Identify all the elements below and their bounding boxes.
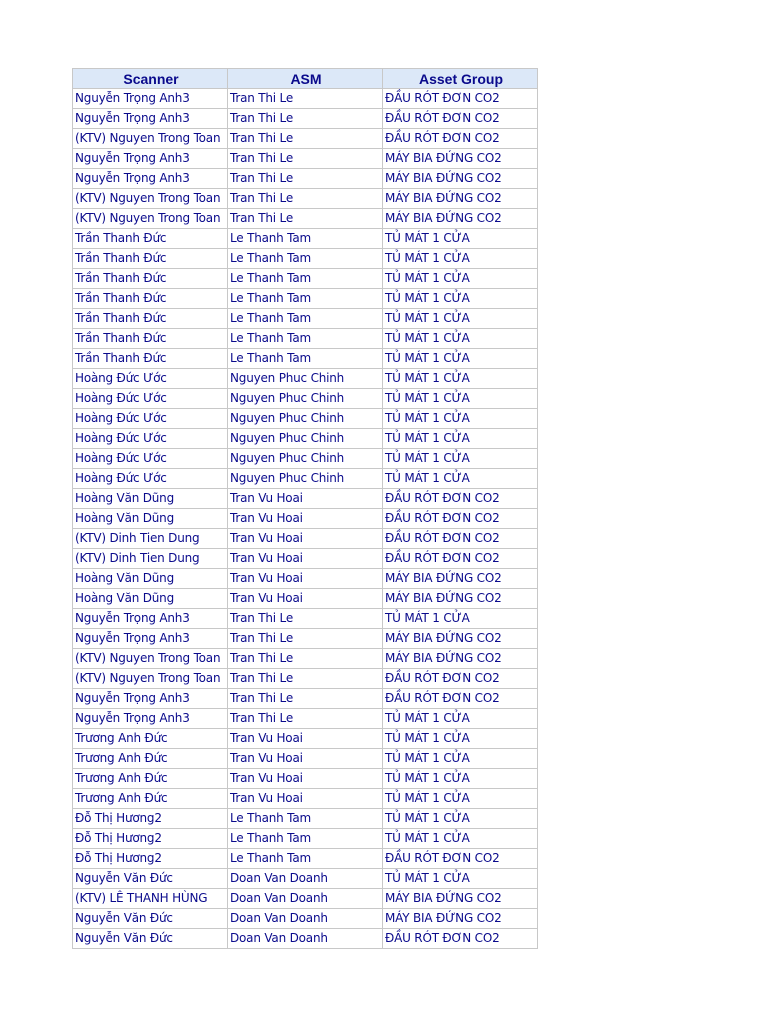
asm-cell: Le Thanh Tam [228,289,383,309]
scanner-cell: Trần Thanh Đức [73,289,228,309]
asset-group-cell: MÁY BIA ĐỨNG CO2 [383,209,538,229]
table-row [73,469,538,489]
asm-cell: Le Thanh Tam [228,809,383,829]
asm-cell: Tran Vu Hoai [228,589,383,609]
asset-group-cell: ĐẦU RÓT ĐƠN CO2 [383,929,538,949]
asset-group-cell: TỦ MÁT 1 CỬA [383,349,538,369]
table-row [73,369,538,389]
scanner-cell: Nguyễn Trọng Anh3 [73,629,228,649]
asset-group-cell: ĐẦU RÓT ĐƠN CO2 [383,849,538,869]
asm-cell: Le Thanh Tam [228,249,383,269]
asm-cell: Le Thanh Tam [228,309,383,329]
scanner-cell: Trương Anh Đức [73,729,228,749]
table-row [73,789,538,809]
asm-cell: Tran Vu Hoai [228,789,383,809]
table-row [73,209,538,229]
scanner-cell: Trần Thanh Đức [73,249,228,269]
table-row [73,249,538,269]
table-row [73,629,538,649]
asset-group-cell: TỦ MÁT 1 CỬA [383,409,538,429]
asm-cell: Tran Vu Hoai [228,549,383,569]
table-header-row [73,69,538,89]
asm-cell: Doan Van Doanh [228,889,383,909]
table-row [73,689,538,709]
scanner-cell: Đỗ Thị Hương2 [73,849,228,869]
scanner-cell: Trương Anh Đức [73,749,228,769]
asm-cell: Tran Thi Le [228,209,383,229]
table-row [73,229,538,249]
asm-cell: Tran Thi Le [228,669,383,689]
asm-cell: Le Thanh Tam [228,349,383,369]
asm-cell: Doan Van Doanh [228,869,383,889]
table-row [73,129,538,149]
scanner-cell: Trương Anh Đức [73,789,228,809]
table-row [73,449,538,469]
asm-cell: Tran Vu Hoai [228,509,383,529]
scanner-cell: (KTV) Nguyen Trong Toan [73,129,228,149]
table-body [73,89,538,949]
scanner-cell: Nguyễn Trọng Anh3 [73,149,228,169]
asm-cell: Tran Thi Le [228,89,383,109]
asm-cell: Tran Vu Hoai [228,729,383,749]
scanner-cell: Hoàng Đức Ước [73,369,228,389]
scanner-cell: Trần Thanh Đức [73,329,228,349]
asset-table [72,68,538,949]
scanner-cell: Nguyễn Văn Đức [73,909,228,929]
asm-cell: Tran Thi Le [228,149,383,169]
asset-group-cell: TỦ MÁT 1 CỬA [383,329,538,349]
table-row [73,929,538,949]
table-row [73,269,538,289]
table-row [73,109,538,129]
asm-cell: Tran Thi Le [228,609,383,629]
asset-group-cell: MÁY BIA ĐỨNG CO2 [383,569,538,589]
table-row [73,489,538,509]
table-row [73,429,538,449]
scanner-cell: Đỗ Thị Hương2 [73,829,228,849]
table-row [73,709,538,729]
asset-group-cell: ĐẦU RÓT ĐƠN CO2 [383,489,538,509]
table-row [73,89,538,109]
table-row [73,769,538,789]
asset-group-cell: TỦ MÁT 1 CỬA [383,429,538,449]
scanner-cell: Hoàng Văn Dũng [73,509,228,529]
scanner-cell: (KTV) Dinh Tien Dung [73,549,228,569]
asm-cell: Tran Thi Le [228,649,383,669]
asset-group-cell: TỦ MÁT 1 CỬA [383,289,538,309]
asm-cell: Tran Vu Hoai [228,749,383,769]
scanner-cell: Hoàng Đức Ước [73,389,228,409]
asm-cell: Le Thanh Tam [228,849,383,869]
scanner-cell: (KTV) Nguyen Trong Toan [73,669,228,689]
scanner-cell: Trần Thanh Đức [73,269,228,289]
scanner-cell: Trần Thanh Đức [73,309,228,329]
asm-cell: Le Thanh Tam [228,229,383,249]
asset-group-cell: MÁY BIA ĐỨNG CO2 [383,909,538,929]
table-row [73,509,538,529]
asset-group-cell: TỦ MÁT 1 CỬA [383,709,538,729]
table-row [73,869,538,889]
asset-group-cell: MÁY BIA ĐỨNG CO2 [383,649,538,669]
asset-group-cell: MÁY BIA ĐỨNG CO2 [383,589,538,609]
scanner-cell: Hoàng Văn Dũng [73,589,228,609]
asset-group-cell: TỦ MÁT 1 CỬA [383,789,538,809]
column-header-asm: ASM [228,69,383,89]
asset-group-cell: ĐẦU RÓT ĐƠN CO2 [383,549,538,569]
asm-cell: Nguyen Phuc Chinh [228,429,383,449]
table-row [73,329,538,349]
scanner-cell: Hoàng Văn Dũng [73,569,228,589]
scanner-cell: Nguyễn Trọng Anh3 [73,689,228,709]
asset-group-cell: TỦ MÁT 1 CỬA [383,449,538,469]
table-row [73,669,538,689]
table-row [73,389,538,409]
scanner-cell: (KTV) LÊ THANH HÙNG [73,889,228,909]
asm-cell: Nguyen Phuc Chinh [228,369,383,389]
table-row [73,589,538,609]
asset-group-cell: ĐẦU RÓT ĐƠN CO2 [383,669,538,689]
asset-group-cell: MÁY BIA ĐỨNG CO2 [383,149,538,169]
asm-cell: Tran Vu Hoai [228,529,383,549]
scanner-cell: (KTV) Dinh Tien Dung [73,529,228,549]
table-row [73,149,538,169]
asm-cell: Tran Thi Le [228,689,383,709]
asset-group-cell: MÁY BIA ĐỨNG CO2 [383,629,538,649]
table-row [73,409,538,429]
asset-group-cell: TỦ MÁT 1 CỬA [383,389,538,409]
asset-group-cell: ĐẦU RÓT ĐƠN CO2 [383,529,538,549]
asset-group-cell: TỦ MÁT 1 CỬA [383,469,538,489]
asset-group-cell: ĐẦU RÓT ĐƠN CO2 [383,689,538,709]
asset-group-cell: MÁY BIA ĐỨNG CO2 [383,189,538,209]
scanner-cell: Hoàng Đức Ước [73,449,228,469]
asm-cell: Doan Van Doanh [228,909,383,929]
table-row [73,569,538,589]
scanner-cell: Hoàng Đức Ước [73,429,228,449]
asm-cell: Nguyen Phuc Chinh [228,449,383,469]
asm-cell: Le Thanh Tam [228,269,383,289]
asm-cell: Nguyen Phuc Chinh [228,409,383,429]
asset-group-cell: ĐẦU RÓT ĐƠN CO2 [383,129,538,149]
asset-group-cell: TỦ MÁT 1 CỬA [383,809,538,829]
table-row [73,349,538,369]
asm-cell: Le Thanh Tam [228,829,383,849]
table-row [73,849,538,869]
asset-group-cell: ĐẦU RÓT ĐƠN CO2 [383,109,538,129]
table-row [73,169,538,189]
table-row [73,809,538,829]
asm-cell: Tran Vu Hoai [228,769,383,789]
asset-group-cell: MÁY BIA ĐỨNG CO2 [383,169,538,189]
scanner-cell: (KTV) Nguyen Trong Toan [73,189,228,209]
scanner-cell: Nguyễn Trọng Anh3 [73,109,228,129]
table-row [73,889,538,909]
scanner-cell: (KTV) Nguyen Trong Toan [73,209,228,229]
asset-group-cell: TỦ MÁT 1 CỬA [383,309,538,329]
table-row [73,609,538,629]
asm-cell: Tran Thi Le [228,709,383,729]
asset-group-cell: TỦ MÁT 1 CỬA [383,229,538,249]
table-row [73,529,538,549]
asm-cell: Nguyen Phuc Chinh [228,389,383,409]
asm-cell: Tran Thi Le [228,629,383,649]
scanner-cell: Hoàng Văn Dũng [73,489,228,509]
scanner-cell: Nguyễn Trọng Anh3 [73,89,228,109]
table-row [73,549,538,569]
asset-group-cell: ĐẦU RÓT ĐƠN CO2 [383,89,538,109]
asset-group-cell: TỦ MÁT 1 CỬA [383,769,538,789]
asset-group-cell: TỦ MÁT 1 CỬA [383,869,538,889]
scanner-cell: Trần Thanh Đức [73,229,228,249]
asm-cell: Tran Thi Le [228,169,383,189]
asset-group-cell: TỦ MÁT 1 CỬA [383,829,538,849]
asm-cell: Tran Thi Le [228,129,383,149]
scanner-cell: Hoàng Đức Ước [73,469,228,489]
table-row [73,909,538,929]
asset-group-cell: TỦ MÁT 1 CỬA [383,269,538,289]
asm-cell: Tran Vu Hoai [228,569,383,589]
asset-group-cell: TỦ MÁT 1 CỬA [383,609,538,629]
asset-group-cell: MÁY BIA ĐỨNG CO2 [383,889,538,909]
table-row [73,729,538,749]
scanner-cell: Nguyễn Trọng Anh3 [73,169,228,189]
asset-group-cell: TỦ MÁT 1 CỬA [383,729,538,749]
scanner-cell: Trần Thanh Đức [73,349,228,369]
table-row [73,289,538,309]
asset-group-cell: TỦ MÁT 1 CỬA [383,749,538,769]
asset-group-cell: TỦ MÁT 1 CỬA [383,249,538,269]
asm-cell: Doan Van Doanh [228,929,383,949]
table-row [73,189,538,209]
scanner-cell: Nguyễn Trọng Anh3 [73,709,228,729]
asm-cell: Tran Thi Le [228,189,383,209]
column-header-scanner: Scanner [73,69,228,89]
scanner-cell: Đỗ Thị Hương2 [73,809,228,829]
column-header-asset-group: Asset Group [383,69,538,89]
asm-cell: Tran Vu Hoai [228,489,383,509]
asm-cell: Tran Thi Le [228,109,383,129]
table-row [73,749,538,769]
scanner-cell: Trương Anh Đức [73,769,228,789]
scanner-cell: Nguyễn Văn Đức [73,929,228,949]
asset-group-cell: TỦ MÁT 1 CỬA [383,369,538,389]
scanner-cell: Nguyễn Trọng Anh3 [73,609,228,629]
asset-group-cell: ĐẦU RÓT ĐƠN CO2 [383,509,538,529]
table-row [73,649,538,669]
scanner-cell: Nguyễn Văn Đức [73,869,228,889]
scanner-cell: (KTV) Nguyen Trong Toan [73,649,228,669]
table-row [73,829,538,849]
asm-cell: Nguyen Phuc Chinh [228,469,383,489]
scanner-cell: Hoàng Đức Ước [73,409,228,429]
table-row [73,309,538,329]
asm-cell: Le Thanh Tam [228,329,383,349]
